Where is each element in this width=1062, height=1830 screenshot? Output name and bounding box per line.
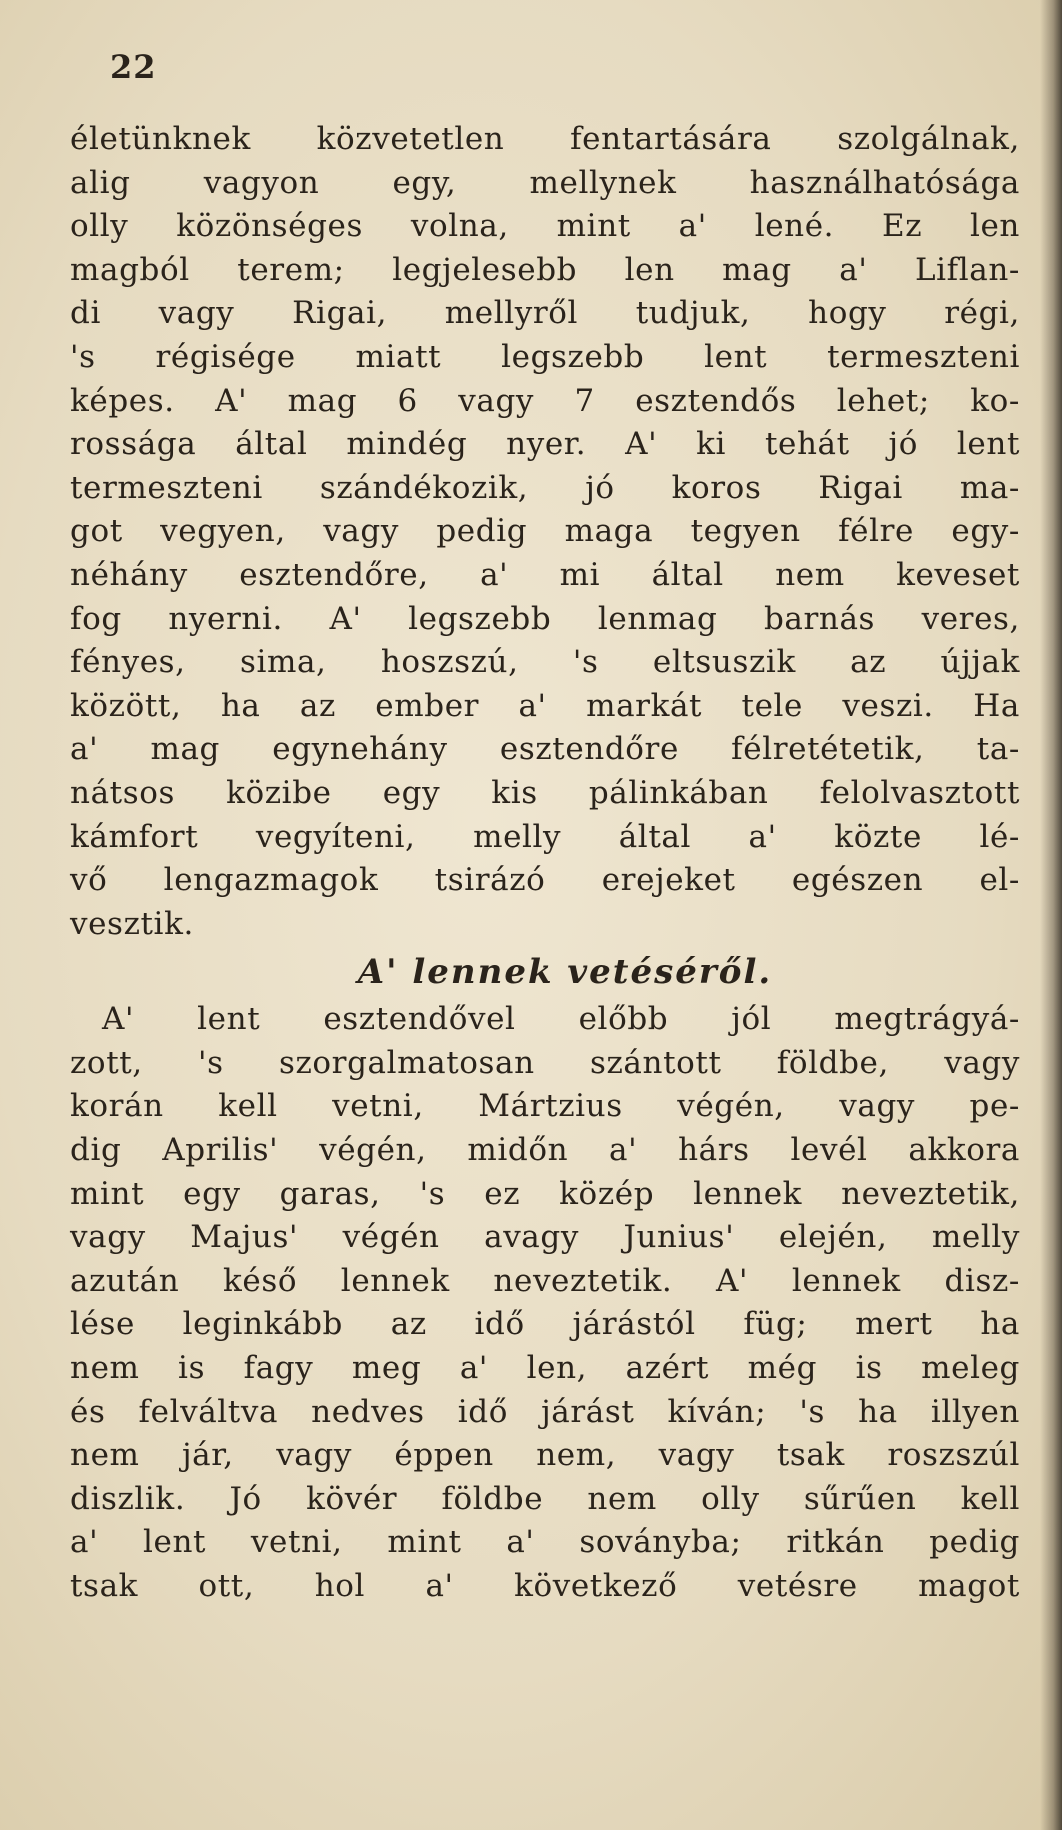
text-line: rossága által mindég nyer. A' ki tehát jó lent	[70, 426, 1020, 463]
text-block	[70, 118, 1020, 1609]
text-line: vagy Majus' végén avagy Junius' elején, melly	[70, 1219, 1020, 1256]
paragraph-sowing	[70, 998, 1020, 1608]
text-line: nem is fagy meg a' len, azért még is meleg	[70, 1350, 1020, 1387]
text-line: nem jár, vagy éppen nem, vagy tsak roszszúl	[70, 1437, 1020, 1474]
text-line: nátsos közibe egy kis pálinkában felolvasztott	[70, 774, 1020, 811]
text-line: termeszteni szándékozik, jó koros Rigai ma-	[70, 469, 1020, 506]
text-line: és felváltva nedves idő járást kíván; 's ha illyen	[70, 1393, 1020, 1430]
text-line: életünknek közvetetlen fentartására szolgálnak,	[70, 121, 1020, 157]
text-line: a' lent vetni, mint a' soványba; ritkán pedig	[70, 1524, 1020, 1561]
text-line: néhány esztendőre, a' mi által nem keveset	[70, 556, 1020, 593]
text-line: vesztik.	[70, 905, 194, 942]
text-line: korán kell vetni, Mártzius végén, vagy pe-	[70, 1088, 1020, 1125]
text-line: kámfort vegyíteni, melly által a' közte lé-	[70, 818, 1020, 855]
text-line: lése leginkább az idő járástól füg; mert ha	[70, 1306, 1020, 1343]
text-line: diszlik. Jó kövér földbe nem olly sűrűen kell	[70, 1480, 1020, 1517]
paragraph-seed-selection	[70, 118, 1020, 946]
page-number: 22	[110, 48, 157, 86]
text-line: képes. A' mag 6 vagy 7 esztendős lehet; ko-	[70, 382, 1020, 419]
text-line: di vagy Rigai, mellyről tudjuk, hogy régi,	[70, 295, 1020, 332]
text-line: got vegyen, vagy pedig maga tegyen félre egy-	[70, 513, 1020, 550]
text-line: zott, 's szorgalmatosan szántott földbe, vagy	[70, 1044, 1020, 1081]
text-line: mint egy garas, 's ez közép lennek neveztetik,	[70, 1175, 1020, 1212]
text-line: dig Aprilis' végén, midőn a' hárs levél akkora	[70, 1132, 1020, 1169]
text-line: fényes, sima, hoszszú, 's eltsuszik az újjak	[70, 644, 1020, 681]
text-line: magból terem; legjelesebb len mag a' Liflan-	[70, 251, 1020, 288]
text-line: tsak ott, hol a' következő vetésre magot	[70, 1568, 1020, 1604]
text-line: alig vagyon egy, mellynek használhatósága	[70, 164, 1020, 201]
text-line: fog nyerni. A' legszebb lenmag barnás veres,	[70, 600, 1020, 637]
page-edge-shadow	[1040, 0, 1062, 1830]
text-line: azután késő lennek neveztetik. A' lennek disz-	[70, 1262, 1020, 1299]
text-line: a' mag egynehány esztendőre félretétetik, ta-	[70, 731, 1020, 768]
section-heading: A' lennek vetéséről.	[357, 952, 773, 993]
text-line: között, ha az ember a' markát tele veszi. Ha	[70, 687, 1020, 724]
text-line: 's régisége miatt legszebb lent termeszteni	[70, 338, 1020, 375]
text-line: A' lent esztendővel előbb jól megtrágyá-	[102, 1001, 1020, 1038]
text-line: vő lengazmagok tsirázó erejeket egészen el-	[70, 862, 1020, 899]
text-line: olly közönséges volna, mint a' lené. Ez len	[70, 208, 1020, 245]
